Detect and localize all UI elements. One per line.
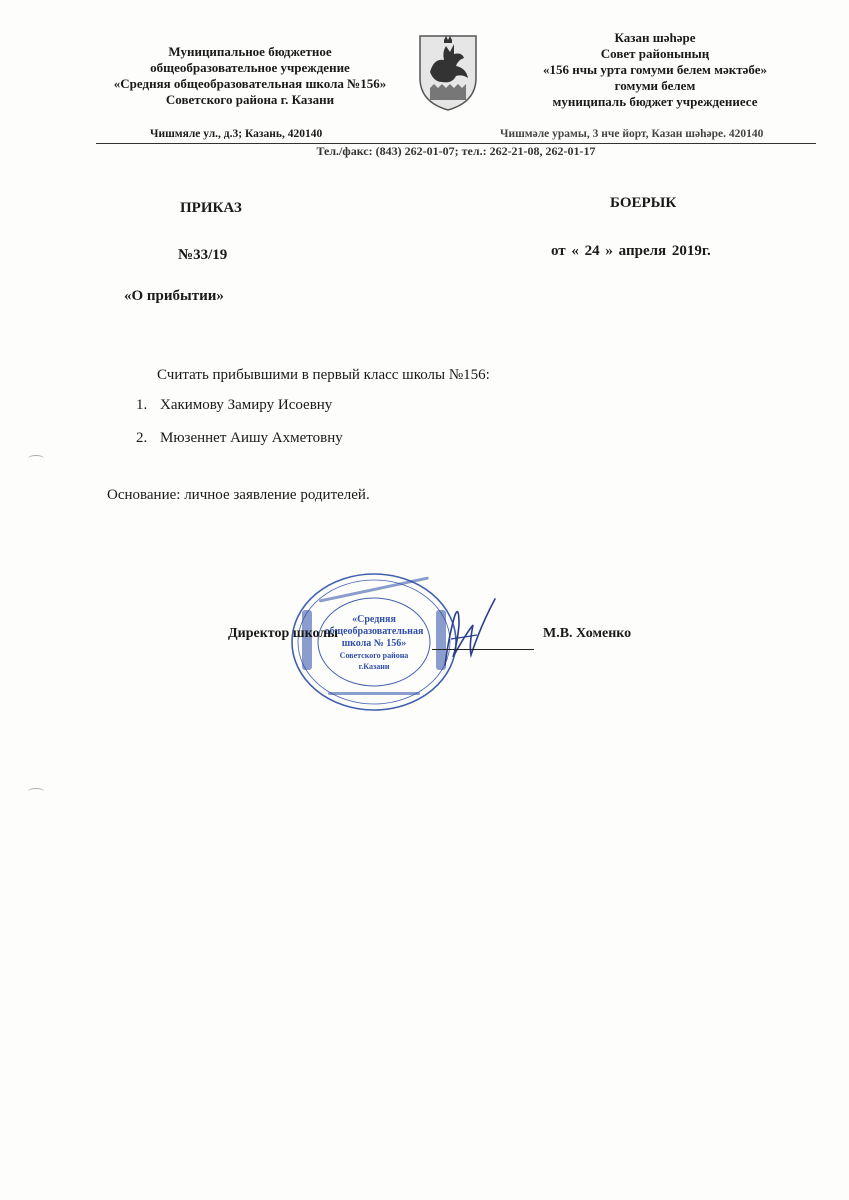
margin-mark — [28, 455, 44, 462]
director-name: М.В. Хоменко — [543, 626, 632, 641]
order-number: №33/19 — [178, 247, 228, 263]
header-right-line: Казан шәһәре — [614, 30, 696, 45]
header-left-line: «Средняя общеобразовательная школа №156» — [113, 76, 387, 91]
basis-text: Основание: личное заявление родителей. — [107, 487, 370, 503]
phone-line: Тел./факс: (843) 262-01-07; тел.: 262-21-08, 262-01-17 — [316, 144, 596, 158]
stamp-line: школа № 156» — [341, 638, 407, 649]
header-right-block — [490, 30, 820, 110]
margin-mark — [28, 788, 44, 795]
header-left-line: Муниципальное бюджетное — [168, 44, 332, 59]
list-item-text: Мюзеннет Аишу Ахметовну — [160, 430, 343, 446]
stamp-line: г.Казани — [358, 662, 390, 671]
order-title-tt: БОЕРЫК — [610, 195, 677, 211]
kazan-coat-of-arms-icon — [416, 32, 480, 112]
list-item-text: Хакимову Замиру Исоевну — [160, 397, 333, 413]
signature-line — [432, 649, 534, 650]
header-right-line: гомуми белем — [614, 78, 696, 93]
stamp-line: общеобразовательная — [324, 626, 424, 637]
list-item-number: 2. — [136, 430, 148, 446]
director-title: Директор школы — [228, 626, 339, 641]
handwritten-signature — [425, 595, 515, 675]
header-left-line: общеобразовательное учреждение — [150, 60, 350, 75]
list-item — [136, 397, 332, 414]
list-item-number: 1. — [136, 397, 148, 413]
address-left: Чишмяле ул., д.3; Казань, 420140 — [150, 128, 323, 140]
stamp-line: Советского района — [339, 651, 409, 660]
stamp-line: «Средняя — [352, 614, 396, 625]
header-left-block — [70, 44, 430, 108]
list-item — [136, 430, 343, 447]
body-intro: Считать прибывшими в первый класс школы №156: — [157, 367, 490, 383]
header-right-line: «156 нчы урта гомуми белем мәктәбе» — [542, 62, 768, 77]
header-right-line: муниципаль бюджет учреждениесе — [552, 94, 758, 109]
header-right-line: Совет районының — [600, 46, 710, 61]
address-right: Чишмәле урамы, 3 нче йорт, Казан шәһәре. 420140 — [500, 128, 764, 140]
order-date: от « 24 » апреля 2019г. — [551, 243, 711, 259]
order-subject: «О прибытии» — [124, 288, 224, 304]
order-title-ru: ПРИКАЗ — [180, 200, 242, 216]
header-left-line: Советского района г. Казани — [165, 92, 335, 107]
